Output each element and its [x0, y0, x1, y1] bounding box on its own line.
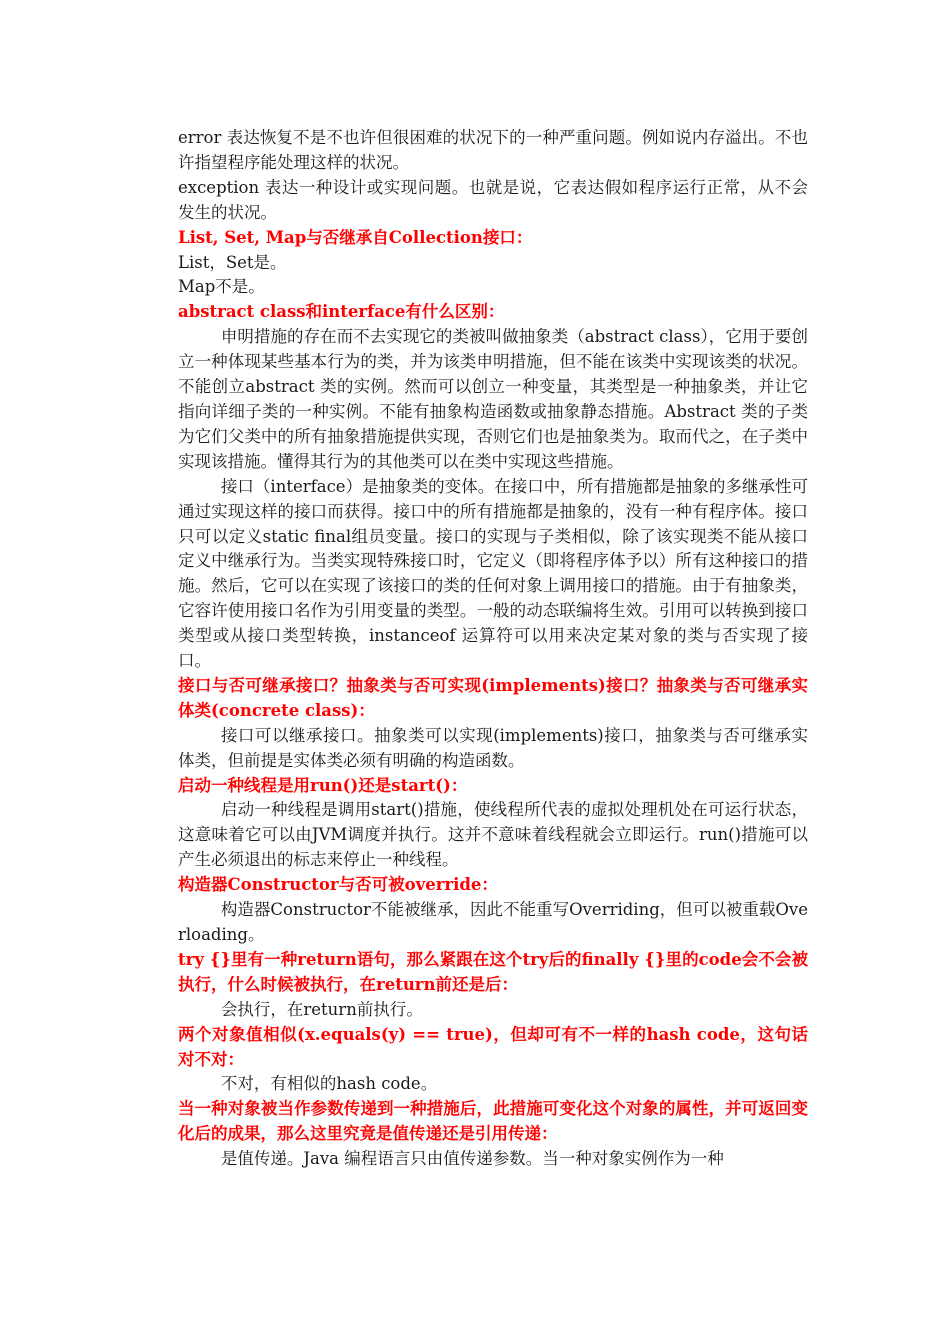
paragraph-thread-start: 启动一种线程是调用start()措施，使线程所代表的虚拟处理机处在可运行状态，这意味着它可以由JVM调度并执行。这并不意味着线程就会立即运行。run()措施可以产生必须退出的标志来停止一种线程。: [178, 800, 808, 870]
paragraph-constructor-override: 构造器Constructor不能被继承，因此不能重写Overriding，但可以被重载Overloading。: [178, 900, 808, 944]
heading-hash-code: 两个对象值相似(x.equals(y) == true)，但却可有不一样的hash code，这句话对不对：: [178, 1024, 808, 1069]
heading-constructor-override: 构造器Constructor与否可被override：: [178, 875, 498, 895]
heading-abstract-interface: abstract class和interface有什么区别：: [178, 302, 505, 322]
document-body: [178, 126, 808, 1172]
paragraph-list-set: List，Set是。: [178, 252, 287, 272]
heading-pass-by-value: 当一种对象被当作参数传递到一种措施后，此措施可变化这个对象的属性，并可返回变化后的成果，那么这里究竟是值传递还是引用传递：: [178, 1099, 808, 1144]
paragraph-pass-by-value: 是值传递。Java 编程语言只由值传递参数。当一种对象实例作为一种: [220, 1149, 724, 1169]
heading-try-finally: try {}里有一种return语句，那么紧跟在这个try后的finally {}里的code会不会被执行，什么时候被执行，在return前还是后：: [178, 949, 808, 994]
paragraph-interface-inheritance: 接口可以继承接口。抽象类可以实现(implements)接口，抽象类与否可继承实体类，但前提是实体类必须有明确的构造函数。: [178, 725, 808, 770]
heading-thread-start: 启动一种线程是用run()还是start()：: [178, 775, 468, 795]
paragraph-map: Map不是。: [178, 277, 265, 297]
paragraph-try-finally: 会执行，在return前执行。: [220, 999, 423, 1019]
paragraph-abstract-class: 申明措施的存在而不去实现它的类被叫做抽象类（abstract class），它用于要创立一种体现某些基本行为的类，并为该类申明措施，但不能在该类中实现该类的状况。不能创立abstract 类的实例。然而可以创立一种变量，其类型是一种抽象类，并让它指向详细子类的一种实例。不能有抽象构造函数或抽象静态措施。Abstract 类的子类为它们父类中的所有抽象措施提供实现，否则它们也是抽象类为。取而代之，在子类中实现该措施。懂得其行为的其他类可以在类中实现这些措施。: [178, 327, 808, 471]
paragraph-interface: 接口（interface）是抽象类的变体。在接口中，所有措施都是抽象的多继承性可通过实现这样的接口而获得。接口中的所有措施都是抽象的，没有一种有程序体。接口只可以定义static final组员变量。接口的实现与子类相似，除了该实现类不能从接口定义中继承行为。当类实现特殊接口时，它定义（即将程序体予以）所有这种接口的措施。然后，它可以在实现了该接口的类的任何对象上调用接口的措施。由于有抽象类，它容许使用接口名作为引用变量的类型。一般的动态联编将生效。引用可以转换到接口类型或从接口类型转换，instanceof 运算符可以用来决定某对象的类与否实现了接口。: [178, 476, 808, 671]
paragraph-hash-code: 不对，有相似的hash code。: [220, 1074, 438, 1094]
heading-interface-inheritance: 接口与否可继承接口？抽象类与否可实现(implements)接口？抽象类与否可继承实体类(concrete class)：: [178, 675, 808, 720]
heading-collection: List, Set, Map与否继承自Collection接口：: [178, 227, 533, 247]
paragraph-error: error 表达恢复不是不也许但很困难的状况下的一种严重问题。例如说内存溢出。不也许指望程序能处理这样的状况。: [178, 128, 808, 172]
paragraph-exception: exception 表达一种设计或实现问题。也就是说，它表达假如程序运行正常，从不会发生的状况。: [178, 177, 808, 222]
